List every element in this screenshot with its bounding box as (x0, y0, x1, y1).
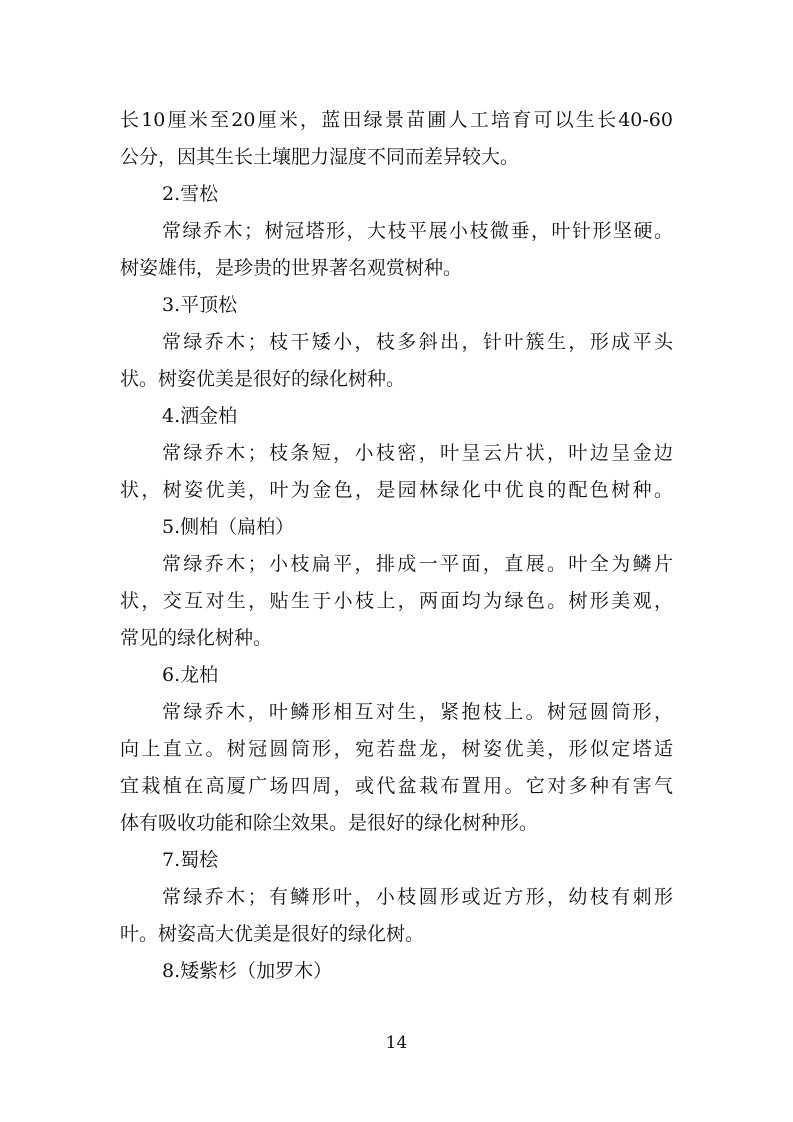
section-heading-4: 4.洒金柏 (162, 405, 238, 427)
body-text-line-8: 状。树姿优美是很好的绿化树种。 (120, 368, 406, 390)
body-text-line-14: 状，交互对生，贴生于小枝上，两面均为绿色。树形美观， (120, 590, 673, 612)
document-page (120, 100, 673, 980)
section-heading-7: 7.蜀桧 (162, 849, 219, 871)
section-heading-6: 6.龙柏 (162, 664, 219, 686)
section-heading-2: 2.雪松 (162, 183, 219, 205)
body-text-line-7: 常绿乔木；枝干矮小，枝多斜出，针叶簇生，形成平头 (162, 331, 673, 353)
body-text-line-11: 状，树姿优美，叶为金色，是园林绿化中优良的配色树种。 (120, 479, 673, 501)
body-text-line-17: 常绿乔木，叶鳞形相互对生，紧抱枝上。树冠圆筒形， (162, 701, 673, 723)
section-heading-8: 8.矮紫杉（加罗木） (162, 960, 333, 982)
section-heading-3: 3.平顶松 (162, 294, 238, 316)
body-text-line-23: 叶。树姿高大优美是很好的绿化树。 (120, 923, 425, 945)
body-text-line-20: 体有吸收功能和除尘效果。是很好的绿化树种形。 (120, 812, 539, 834)
body-text-line-1: 长10厘米至20厘米，蓝田绿景苗圃人工培育可以生长40-60 (120, 109, 673, 131)
page-number: 14 (385, 1033, 408, 1053)
body-text-line-18: 向上直立。树冠圆筒形，宛若盘龙，树姿优美，形似定塔适 (120, 738, 673, 760)
body-text-line-10: 常绿乔木；枝条短，小枝密，叶呈云片状，叶边呈金边 (162, 442, 673, 464)
body-text-line-19: 宜栽植在高厦广场四周，或代盆栽布置用。它对多种有害气 (120, 775, 673, 797)
section-heading-5: 5.侧柏（扁柏） (162, 516, 295, 538)
body-text-line-22: 常绿乔木；有鳞形叶，小枝圆形或近方形，幼枝有刺形 (162, 886, 673, 908)
body-text-line-5: 树姿雄伟，是珍贵的世界著名观赏树种。 (120, 257, 463, 279)
body-text-line-4: 常绿乔木；树冠塔形，大枝平展小枝微垂，叶针形坚硬。 (162, 220, 673, 242)
body-text-line-2: 公分，因其生长土壤肥力湿度不同而差异较大。 (120, 146, 520, 168)
body-text-line-15: 常见的绿化树种。 (120, 627, 273, 649)
body-text-line-13: 常绿乔木；小枝扁平，排成一平面，直展。叶全为鳞片 (162, 553, 673, 575)
